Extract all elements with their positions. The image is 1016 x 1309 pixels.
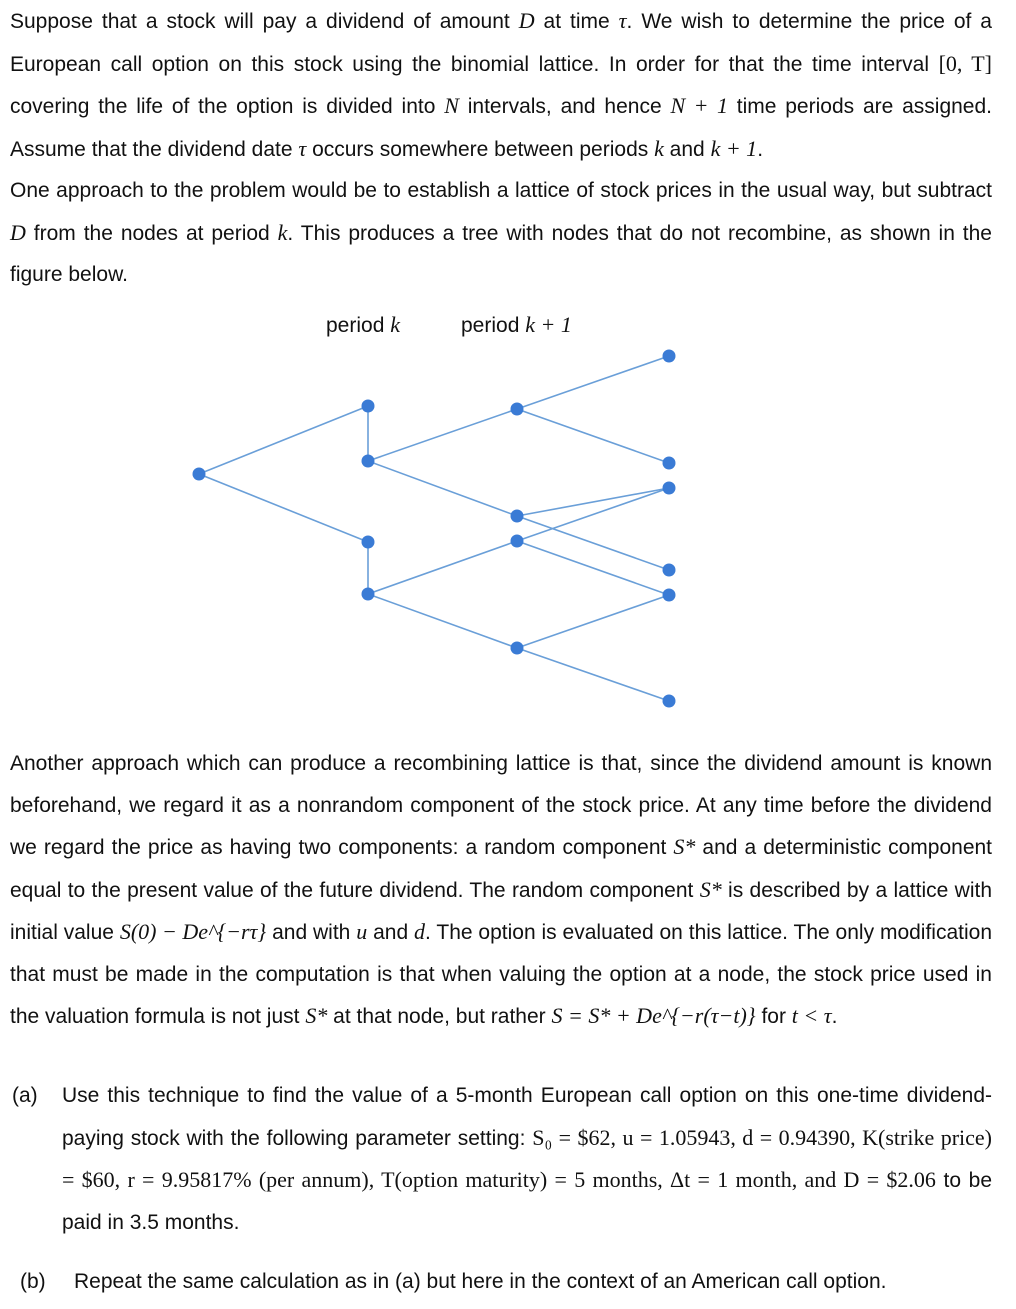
math-S-star: S* (673, 834, 696, 859)
math-k: k (654, 135, 664, 161)
body-text: . The option is evaluated on this lattice. The only modification that must be made in the computation is that when valuing the option at a node, the stock price used in the valuation formula is not just (10, 921, 993, 1028)
tree-node (362, 536, 375, 549)
tree-edge (368, 409, 517, 461)
tree-edge (199, 406, 368, 474)
body-text: is described by a lattice with initial value (10, 878, 992, 944)
tree-edge (517, 356, 669, 409)
body-text: . (831, 1005, 838, 1028)
intro-text: . (757, 137, 764, 161)
tree-edge (199, 474, 368, 542)
body-text: and (367, 921, 415, 944)
intro-text: at time (534, 10, 619, 33)
intro-text: and (663, 137, 711, 161)
intro-text: from the nodes at period (25, 221, 278, 245)
intro-text: intervals, and hence (458, 95, 671, 118)
question-text: Use this technique to find the value of a 5-month European call option on this one-time dividend-paying stock with the following parameter setting: (62, 1084, 992, 1150)
tree-edge (517, 541, 669, 595)
question-b-text: Repeat the same calculation as in (a) but here in the context of an American call option. (74, 1270, 887, 1293)
body-text: at that node, but rather (327, 1005, 552, 1028)
intro-text: covering the life of the option is divided into (10, 95, 445, 118)
body-text: Another approach which can produce a recombining lattice is that, since the dividend amount is known beforehand, we regard it as a nonrandom component of the stock price. At any time before the dividend we regard the price as having two components: a random component (10, 752, 992, 859)
tree-node (663, 350, 676, 363)
tree-edge (517, 516, 669, 570)
tree-edge (368, 541, 517, 594)
tree-node (663, 589, 676, 602)
label-period-k: period k (326, 312, 400, 337)
intro-text: . We wish to determine the price of a European call option on this stock using the binomial lattice. In order for that the time interval (10, 10, 992, 76)
math-k-plus-1: k + 1 (710, 135, 758, 161)
math-S-star: S* (699, 876, 722, 902)
tree-node (663, 564, 676, 577)
non-recombining-tree-figure (0, 300, 1016, 720)
tree-node (511, 510, 524, 523)
tree-edge (517, 488, 669, 541)
intro-text: . This produces a tree with nodes that do not recombine, as shown in the figure below. (10, 221, 992, 286)
body-text: for (755, 1005, 792, 1028)
math-N: N (444, 93, 459, 118)
math-D: D (518, 8, 535, 33)
intro-text: time periods are assigned. Assume that the dividend date (10, 95, 993, 161)
intro-paragraph (10, 0, 992, 296)
tree-node (511, 403, 524, 416)
tree-node (511, 642, 524, 655)
math-D: D (10, 219, 26, 245)
question-text: to be paid in 3.5 months. (62, 1169, 992, 1234)
question-a-text (62, 1075, 992, 1243)
math-S-star: S* (305, 1003, 328, 1028)
intro-text: Suppose that a stock will pay a dividend of amount (10, 10, 519, 33)
tree-node (362, 400, 375, 413)
math-u: u (356, 919, 368, 944)
tree-node (193, 468, 206, 481)
body-text: and a deterministic component equal to the present value of the future dividend. The random component (10, 836, 993, 902)
math-k: k (277, 219, 288, 245)
tree-edge (517, 488, 669, 516)
tree-nodes (193, 350, 676, 708)
math-d: d (414, 919, 426, 944)
second-paragraph (10, 743, 992, 1038)
math-price-formula: S = S* + De^{−r(τ−t)} (551, 1003, 756, 1028)
math-tau: τ (618, 8, 627, 33)
math-initial-value: S(0) − De^{−rτ} (119, 919, 267, 944)
tree-node (362, 455, 375, 468)
intro-text: occurs somewhere between periods (306, 137, 655, 161)
label-period-k-plus-1: period k + 1 (461, 312, 572, 337)
tree-node (663, 457, 676, 470)
tree-node (511, 535, 524, 548)
math-condition: t < τ (791, 1003, 832, 1028)
math-N-plus-1: N + 1 (670, 93, 728, 118)
tree-edge (517, 648, 669, 701)
tree-edge (517, 409, 669, 463)
tree-edges (199, 356, 669, 701)
intro-text: One approach to the problem would be to establish a lattice of stock prices in the usual way, but subtract (10, 179, 992, 202)
math-tau: τ (298, 135, 307, 161)
body-text: and with (266, 921, 357, 944)
tree-node (663, 482, 676, 495)
math-parameters: S₀ = $62, u = 1.05943, d = 0.94390, K(strike price) = $60, r = 9.95817% (per annum), T(option maturity) = 5 months, Δt = 1 month, and D = $2.06 (62, 1124, 992, 1192)
question-b-label: (b) (20, 1270, 46, 1293)
math-interval: [0, T] (938, 50, 992, 76)
tree-edge (368, 594, 517, 648)
tree-edge (368, 461, 517, 516)
question-a-label: (a) (12, 1084, 38, 1107)
tree-edge (517, 595, 669, 648)
tree-node (362, 588, 375, 601)
tree-node (663, 695, 676, 708)
